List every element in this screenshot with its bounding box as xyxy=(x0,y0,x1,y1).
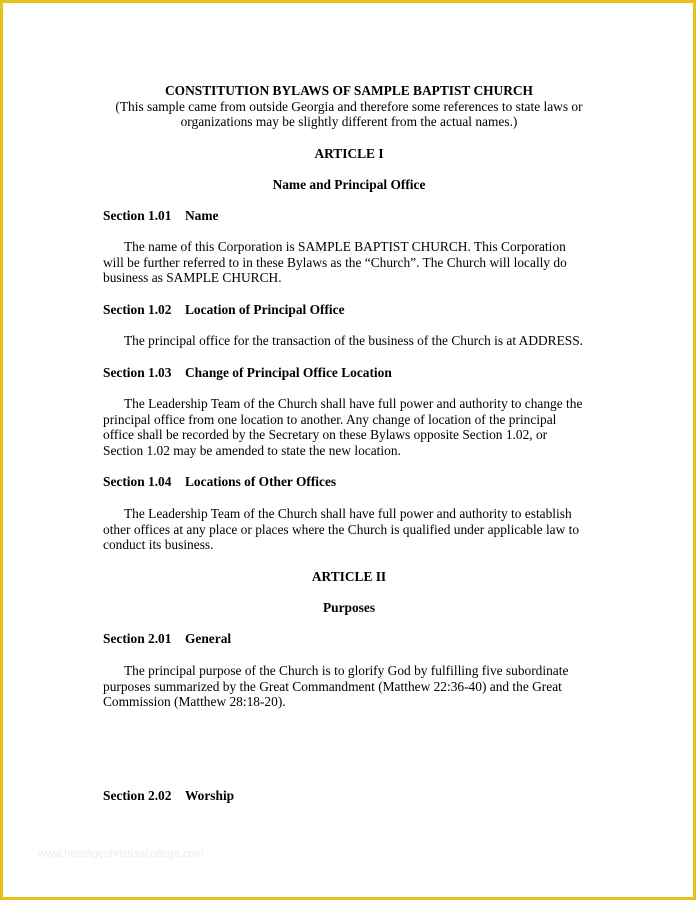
section-1-02-heading xyxy=(103,302,595,318)
paragraph-line: The Leadership Team of the Church shall have full power and authority to establish xyxy=(124,506,572,521)
paragraph-line: Section 1.02 may be amended to state the new location. xyxy=(103,442,401,458)
article-2-subheading: Purposes xyxy=(322,600,376,615)
section-title: Name xyxy=(185,208,219,223)
section-title: General xyxy=(185,631,232,646)
paragraph-line: The Leadership Team of the Church shall have full power and authority to change the xyxy=(124,396,583,411)
section-1-04-heading xyxy=(103,474,595,490)
paragraph-line: purposes summarized by the Great Commandment (Matthew 22:36-40) and the Great xyxy=(103,678,562,694)
section-1-03-body xyxy=(103,396,595,458)
section-title: Location of Principal Office xyxy=(185,302,345,317)
section-title: Change of Principal Office Location xyxy=(185,365,392,380)
section-1-03-heading xyxy=(103,365,595,381)
section-number: Section 2.01 xyxy=(103,631,172,646)
section-title: Locations of Other Offices xyxy=(185,474,337,489)
section-1-04-body xyxy=(103,506,595,553)
document-note-line-2: organizations may be slightly different from the actual names.) xyxy=(180,114,518,130)
title-block xyxy=(103,83,595,130)
section-number: Section 1.04 xyxy=(103,474,172,489)
paragraph-line: other offices at any place or places where the Church is qualified under applicable law to xyxy=(103,521,580,537)
section-number: Section 2.02 xyxy=(103,788,172,803)
paragraph-line: business as SAMPLE CHURCH. xyxy=(103,270,282,286)
section-2-02-heading xyxy=(103,788,595,804)
paragraph-line: office shall be recorded by the Secretary on these Bylaws opposite Section 1.02, or xyxy=(103,427,548,443)
section-title: Worship xyxy=(185,788,235,803)
article-1-subheading: Name and Principal Office xyxy=(272,177,426,192)
document-note-line-1: (This sample came from outside Georgia and therefore some references to state laws or xyxy=(115,98,583,114)
paragraph-line: The principal purpose of the Church is to glorify God by fulfilling five subordinate xyxy=(124,663,569,678)
section-number: Section 1.01 xyxy=(103,208,172,223)
paragraph-line: will be further referred to in these Bylaws as the “Church”. The Church will locally do xyxy=(103,254,567,270)
section-1-02-body xyxy=(103,333,595,349)
paragraph-line: Commission (Matthew 28:18-20). xyxy=(103,694,286,710)
section-number: Section 1.03 xyxy=(103,365,172,380)
paragraph-line: The principal office for the transaction of the business of the Church is at ADDRESS. xyxy=(124,333,584,348)
article-2-heading: ARTICLE II xyxy=(311,569,387,584)
paragraph-line: conduct its business. xyxy=(103,537,214,553)
article-1-heading: ARTICLE I xyxy=(314,146,384,161)
document-title: CONSTITUTION BYLAWS OF SAMPLE BAPTIST CHURCH xyxy=(165,83,533,98)
section-1-01-heading xyxy=(103,208,595,224)
paragraph-line: principal office from one location to another. Any change of location of the principal xyxy=(103,411,557,427)
section-2-01-body xyxy=(103,663,595,710)
section-1-01-body xyxy=(103,239,595,286)
watermark: www.heritagechristiancollege.com xyxy=(38,848,204,860)
section-number: Section 1.02 xyxy=(103,302,172,317)
section-2-01-heading xyxy=(103,631,595,647)
paragraph-line: The name of this Corporation is SAMPLE BAPTIST CHURCH. This Corporation xyxy=(124,239,566,254)
